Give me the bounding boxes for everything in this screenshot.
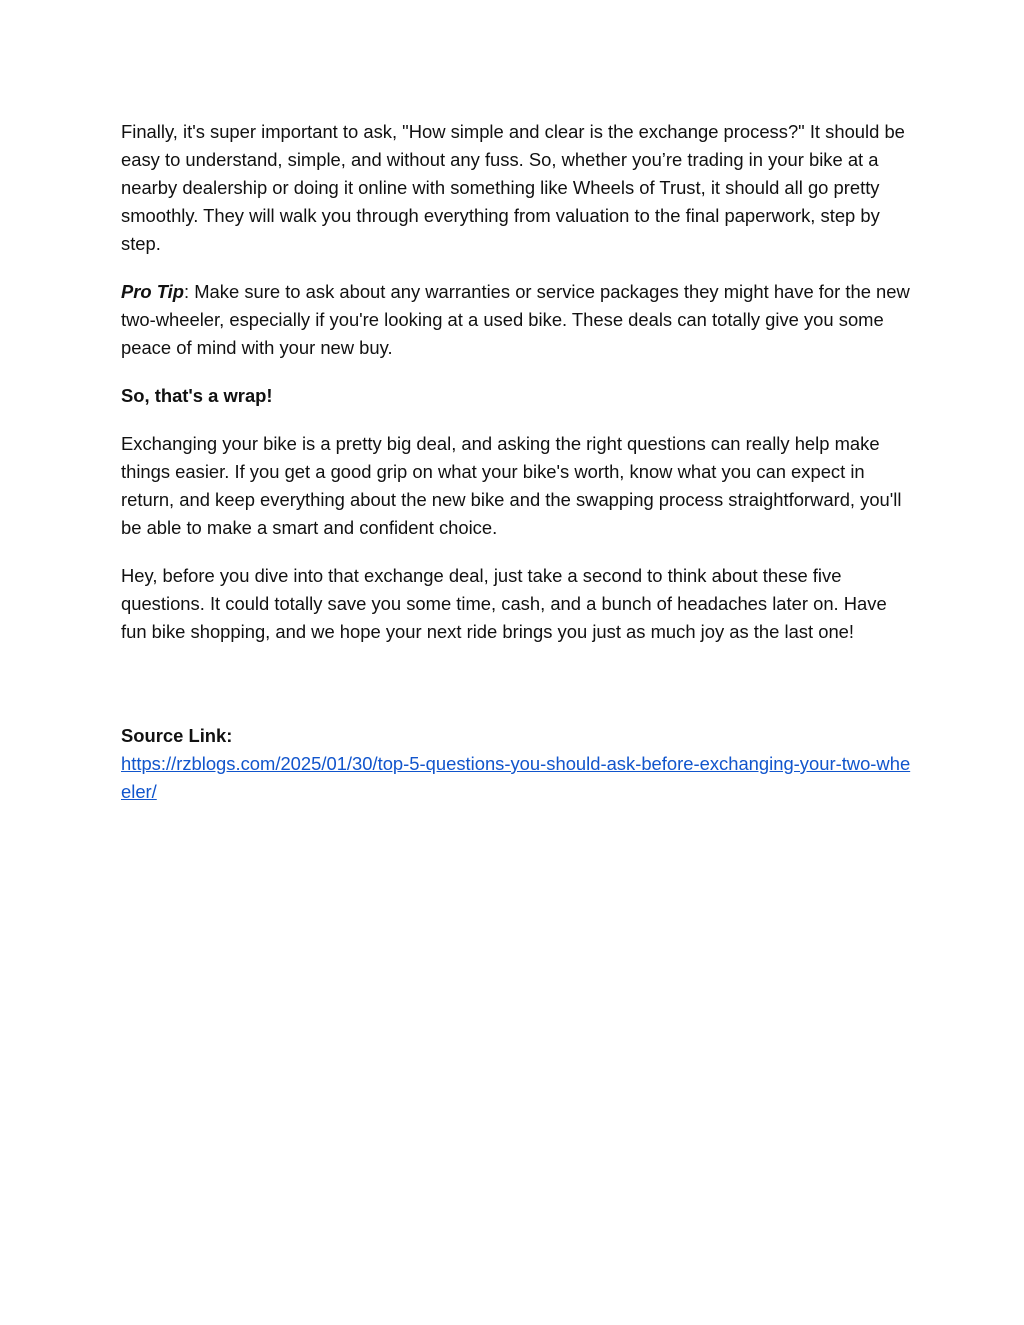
paragraph-closing: Hey, before you dive into that exchange deal, just take a second to think about these five questions. It could totally save you some time, cash, and a bunch of headaches later on. Have fun bike shopping, and we hope your next ride brings you just as much joy as the last one! [121,565,887,642]
pro-tip-label: Pro Tip [121,281,185,302]
source-label: Source Link: [121,725,233,746]
source-block [121,722,911,806]
wrap-heading: So, that's a wrap! [121,385,273,406]
pro-tip-paragraph [121,278,911,362]
document-page [121,118,911,806]
paragraph-exchange-process: Finally, it's super important to ask, "How simple and clear is the exchange process?" It should be easy to understand, simple, and without any fuss. So, whether you’re trading in your bike at a nearby dealership or doing it online with something like Wheels of Trust, it should all go pretty smoothly. They will walk you through everything from valuation to the final paperwork, step by step. [121,121,905,254]
source-link[interactable]: https://rzblogs.com/2025/01/30/top-5-questions-you-should-ask-before-exchanging-your-two-wheeler/ [121,753,911,802]
paragraph-conclusion: Exchanging your bike is a pretty big deal, and asking the right questions can really help make things easier. If you get a good grip on what your bike's worth, know what you can expect in return, and keep everything about the new bike and the swapping process straightforward, you'll be able to make a smart and confident choice. [121,433,902,538]
pro-tip-text: : Make sure to ask about any warranties or service packages they might have for the new two-wheeler, especially if you're looking at a used bike. These deals can totally give you some peace of mind with your new buy. [121,281,910,358]
